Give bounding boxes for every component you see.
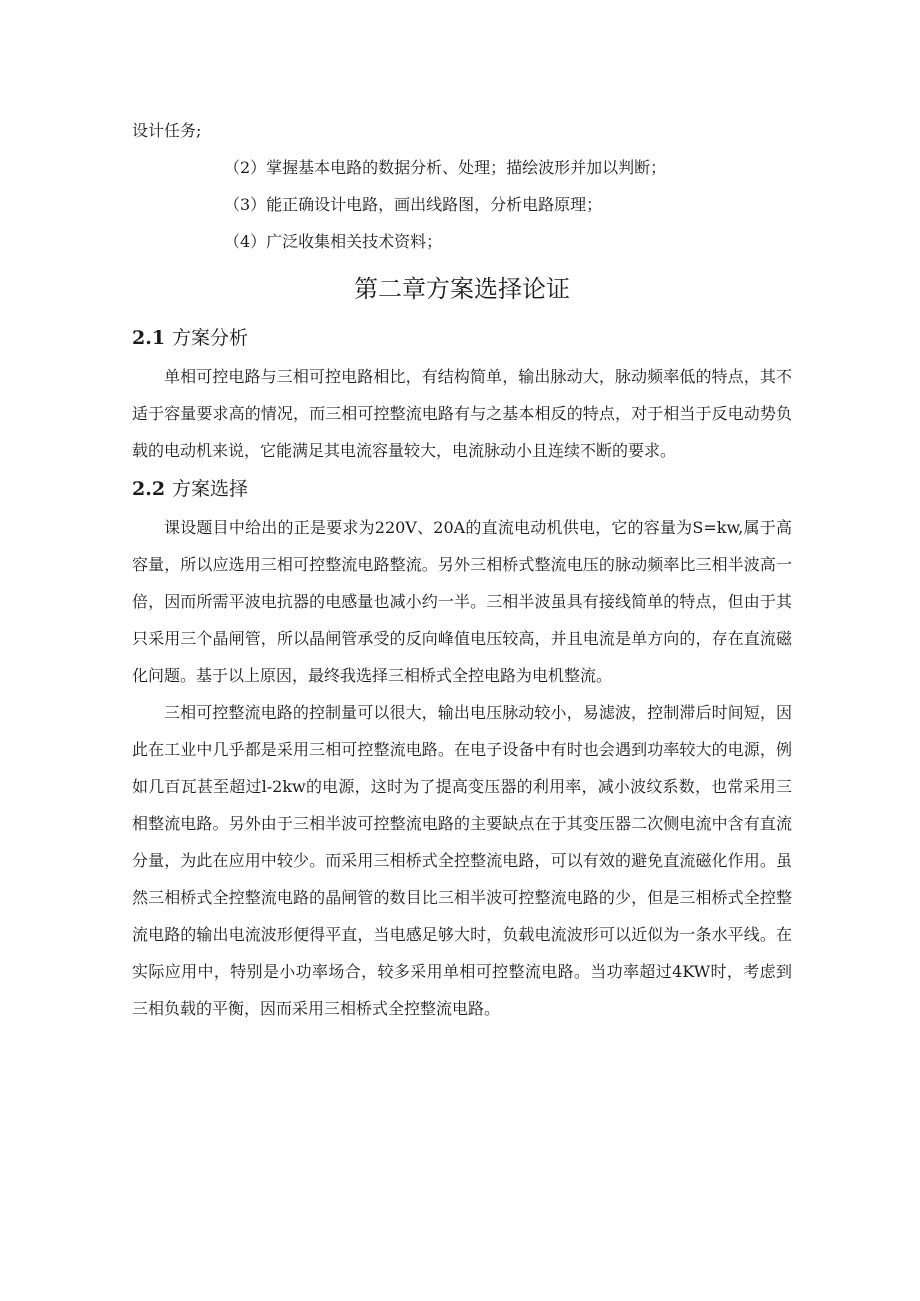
document-page: [132, 112, 792, 1027]
section-title: 方案选择: [172, 478, 249, 500]
paragraph: 三相可控整流电路的控制量可以很大，输出电压脉动较小，易滤波，控制滞后时间短，因此在工业中几乎都是采用三相可控整流电路。在电子设备中有时也会遇到功率较大的电源，例如几百瓦甚至超过l-2kw的电源，这时为了提高变压器的利用率，减小波纹系数，也常采用三相整流电路。另外由于三相半波可控整流电路的主要缺点在于其变压器二次侧电流中含有直流分量，为此在应用中较少。而采用三相桥式全控整流电路，可以有效的避免直流磁化作用。虽然三相桥式全控整流电路的晶闸管的数目比三相半波可控整流电路的少，但是三相桥式全控整流电路的输出电流波形便得平直，当电感足够大时，负载电流波形可以近似为一条水平线。在实际应用中，特别是小功率场合，较多采用单相可控整流电路。当功率超过4KW时，考虑到三相负载的平衡，因而采用三相桥式全控整流电路。: [132, 703, 792, 1018]
section-heading-2-2: [132, 475, 792, 503]
section-number: 2.1: [132, 327, 166, 349]
paragraph: 单相可控电路与三相可控电路相比，有结构简单，输出脉动大，脉动频率低的特点，其不适于容量要求高的情况，而三相可控整流电路有与之基本相反的特点，对于相当于反电动势负载的电动机来说，它能满足其电流容量较大，电流脉动小且连续不断的要求。: [132, 367, 792, 460]
section-title: 方案分析: [172, 327, 249, 349]
chapter-title: 第二章方案选择论证: [354, 275, 570, 303]
paragraph: 课设题目中给出的正是要求为220V、20A的直流电动机供电，它的容量为S=kw,属于高容量，所以应选用三相可控整流电路整流。另外三相桥式整流电压的脉动频率比三相半波高一倍，因而所需平波电抗器的电感量也减小约一半。三相半波虽具有接线简单的特点，但由于其只采用三个晶闸管，所以晶闸管承受的反向峰值电压较高，并且电流是单方向的，存在直流磁化问题。基于以上原因，最终我选择三相桥式全控电路为电机整流。: [132, 518, 792, 685]
section-number: 2.2: [132, 478, 166, 500]
task-item-2: （2）掌握基本电路的数据分析、处理；描绘波形并加以判断；: [224, 158, 667, 177]
section-heading-2-1: [132, 324, 792, 352]
task-item-4: （4）广泛收集相关技术资料；: [224, 232, 443, 251]
task-item-3: （3）能正确设计电路，画出线路图，分析电路原理；: [224, 195, 603, 214]
intro-text: 设计任务;: [132, 121, 202, 140]
